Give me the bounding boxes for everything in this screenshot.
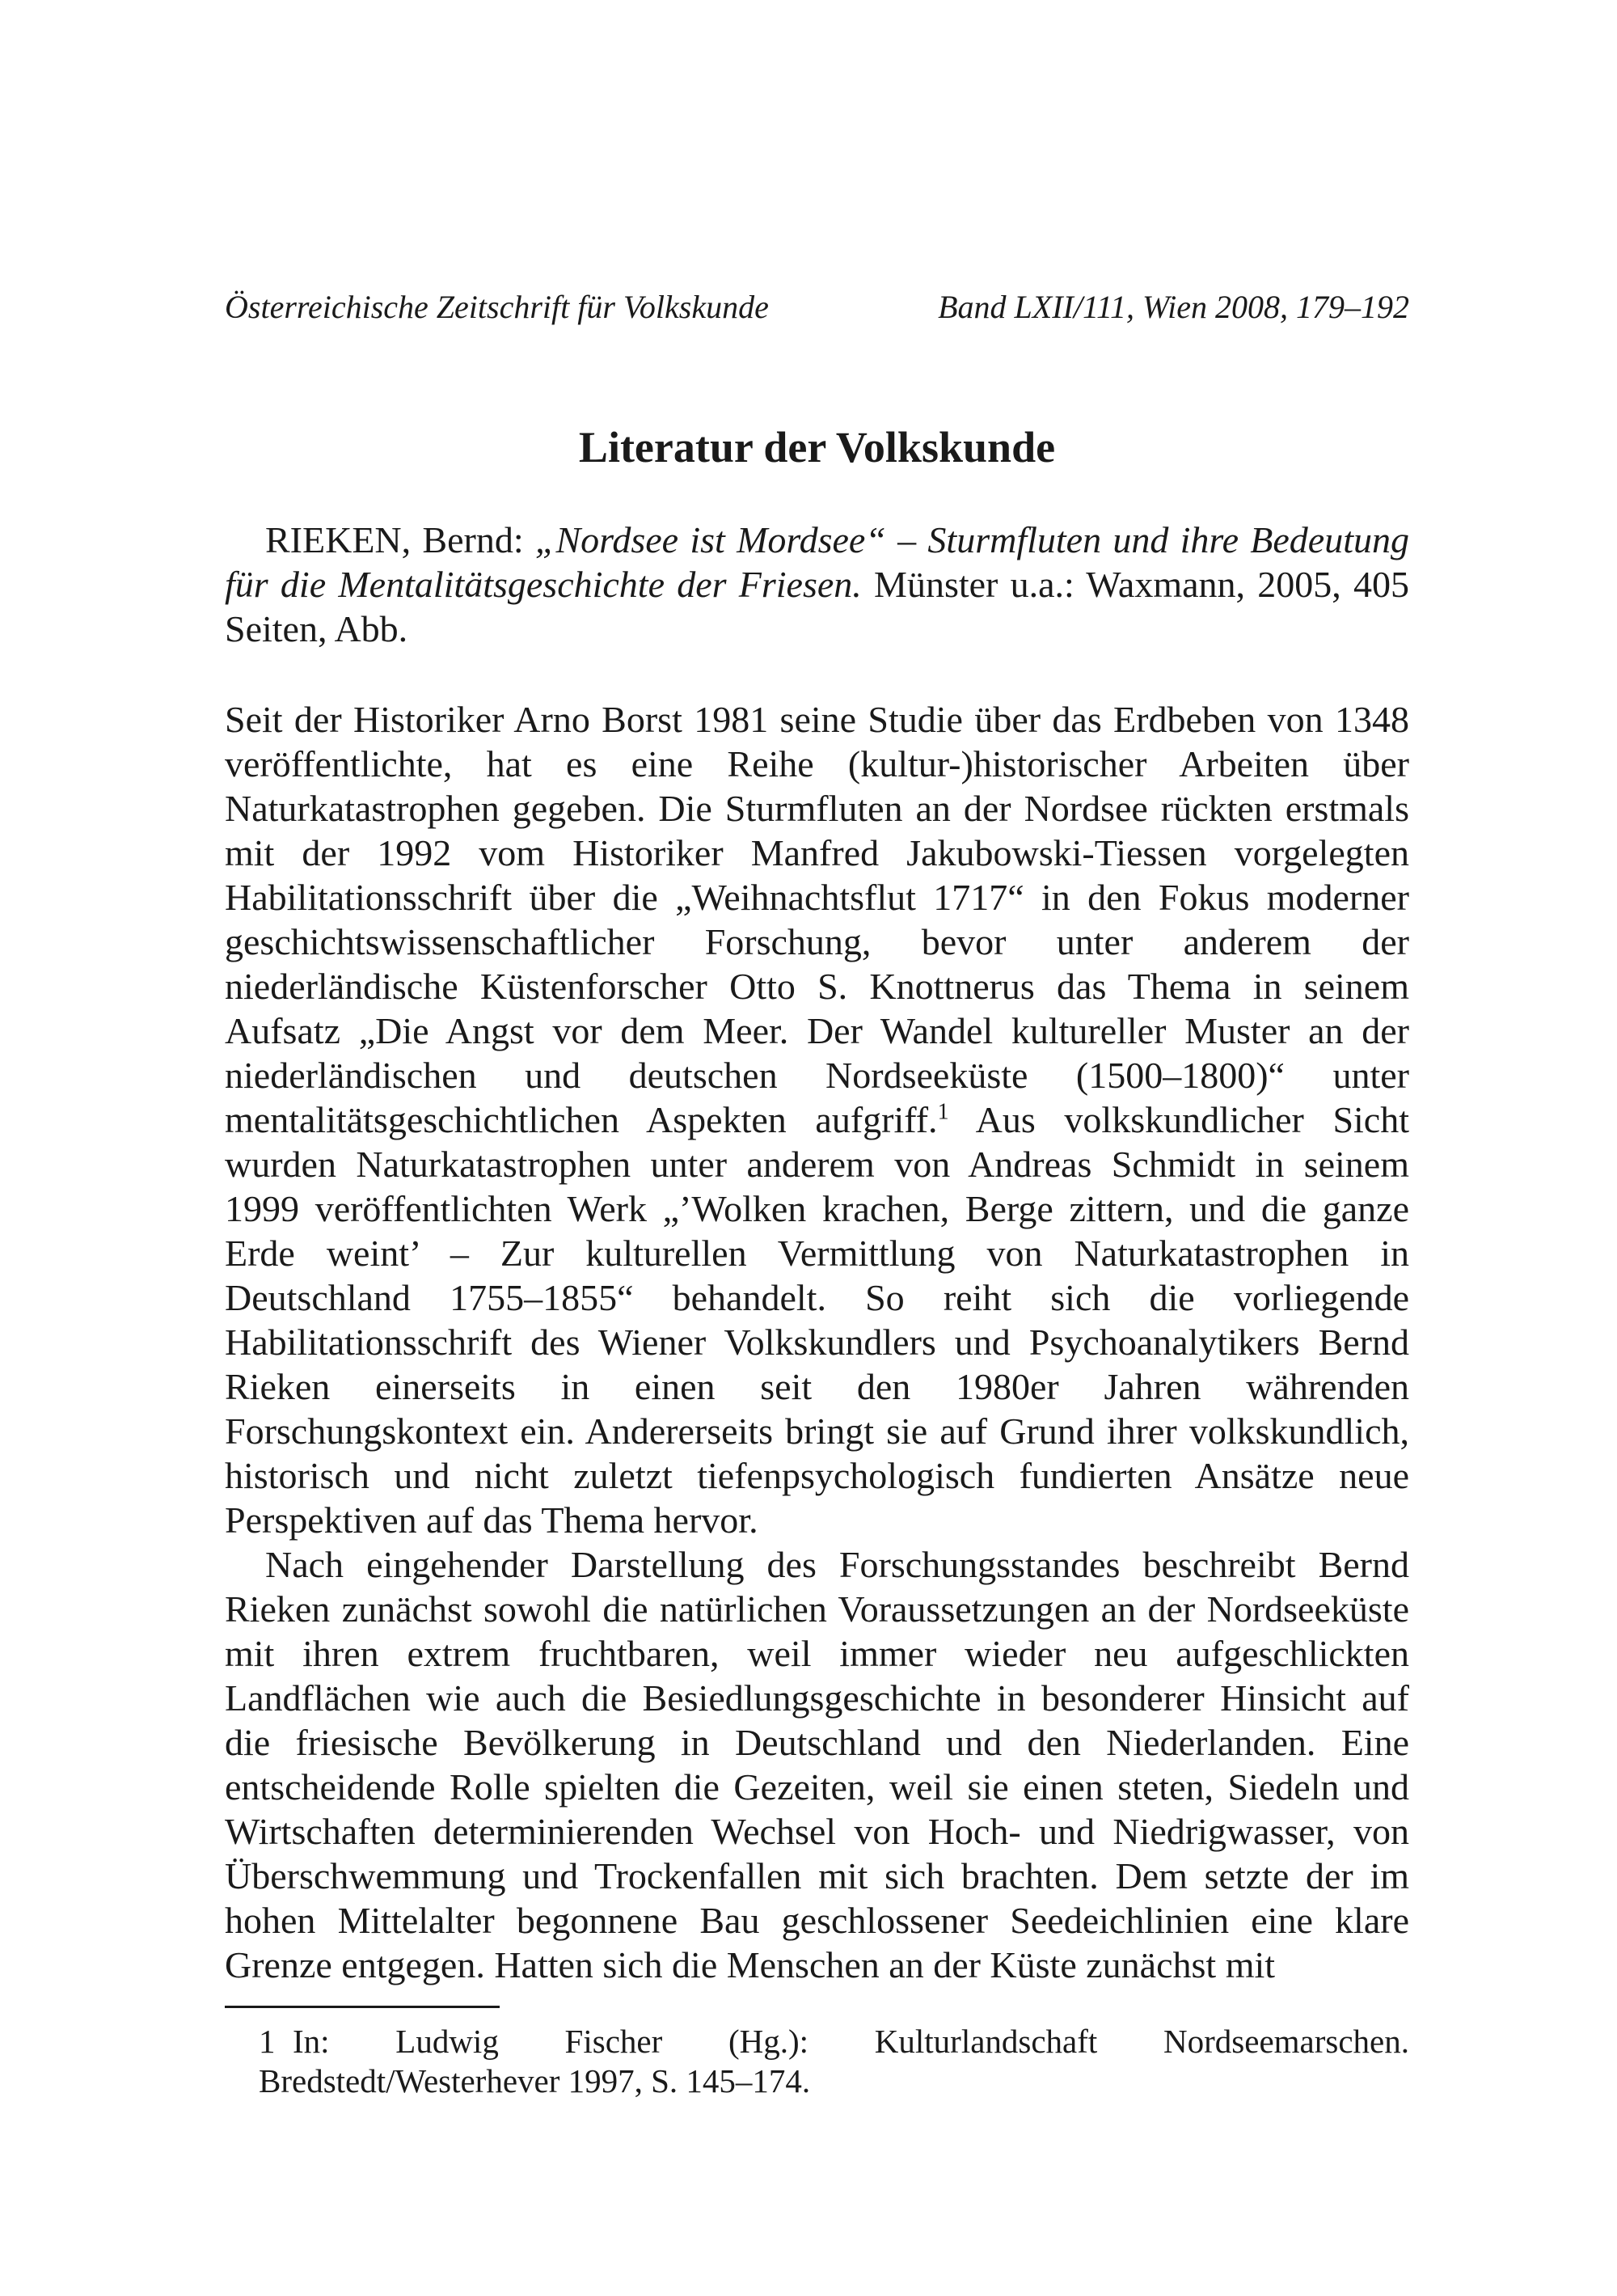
review-body: [225, 697, 1409, 1987]
journal-title: Österreichische Zeitschrift für Volkskunde: [225, 289, 769, 325]
footnote-separator: [225, 2006, 500, 2008]
footnote-text: In: Ludwig Fischer (Hg.): Kulturlandschaft Nordseemarschen. Bredstedt/Westerhever 1997, S. 145–174.: [259, 2023, 1409, 2099]
section-title: Literatur der Volkskunde: [578, 423, 1056, 471]
footnote-reference[interactable]: 1: [937, 1099, 949, 1125]
volume-info: Band LXII/111, Wien 2008, 179–192: [938, 289, 1409, 325]
paragraph-1-part-b: Aus volkskundlicher Sicht wurden Naturkatastrophen unter anderem von Andreas Schmidt in seinem 1999 veröffentlichten Werk „’Wolken krachen, Berge zittern, und die ganze Erde weint’ – Zur kulturellen Vermittlung von Naturkatastrophen in Deutschland 1755–1855“ behandelt. So reiht sich die vorliegende Habilitationsschrift des Wiener Volkskundlers und Psychoanalytikers Bernd Rieken einerseits in einen seit den 1980er Jahren währenden Forschungskontext ein. Andererseits bringt sie auf Grund ihrer volkskundlich, historisch und nicht zuletzt tiefenpsychologisch fundierten Ansätze neue Perspektiven auf das Thema hervor.: [225, 1099, 1410, 1541]
footnote: [259, 2022, 1409, 2101]
citation-publication: Münster u.a.: Waxmann, 2005, 405 Seiten, Abb.: [225, 564, 1409, 649]
book-citation: [225, 518, 1409, 651]
citation-author: RIEKEN, Bernd:: [265, 519, 524, 560]
paragraph-1: [225, 697, 1409, 1542]
citation-title: „Nordsee ist Mordsee“ – Sturmfluten und ihre Bedeutung für die Mentalitätsgeschichte der Friesen.: [225, 519, 1409, 605]
paragraph-2: Nach eingehender Darstellung des Forschungsstandes beschreibt Bernd Rieken zunächst sowohl die natürlichen Voraussetzungen an der Nordseeküste mit ihren extrem fruchtbaren, weil immer wieder neu aufgeschlickten Landflächen wie auch die Besiedlungsgeschichte in besonderer Hinsicht auf die friesische Bevölkerung in Deutschland und den Niederlanden. Eine entscheidende Rolle spielten die Gezeiten, weil sie einen steten, Siedeln und Wirtschaften determinierenden Wechsel von Hoch- und Niedrigwasser, von Überschwemmung und Trockenfallen mit sich brachten. Dem setzte der im hohen Mittelalter begonnene Bau geschlossener Seedeichlinien eine klare Grenze entgegen. Hatten sich die Menschen an der Küste zunächst mit: [225, 1544, 1409, 1985]
paragraph-1-part-a: Seit der Historiker Arno Borst 1981 seine Studie über das Erdbeben von 1348 veröffentlichte, hat es eine Reihe (kultur-)historischer Arbeiten über Naturkatastrophen gegeben. Die Sturmfluten an der Nordsee rückten erstmals mit der 1992 vom Historiker Manfred Jakubowski-Tiessen vorgelegten Habilitationsschrift über die „Weihnachtsflut 1717“ in den Fokus moderner geschichtswissenschaftlicher Forschung, bevor unter anderem der niederländische Küstenforscher Otto S. Knottnerus das Thema in seinem Aufsatz „Die Angst vor dem Meer. Der Wandel kultureller Muster an der niederländischen und deutschen Nordseeküste (1500–1800)“ unter mentalitätsgeschichtlichen Aspekten aufgriff.: [225, 699, 1409, 1140]
running-head: [225, 287, 1409, 328]
footnote-number: 1: [259, 2023, 276, 2060]
